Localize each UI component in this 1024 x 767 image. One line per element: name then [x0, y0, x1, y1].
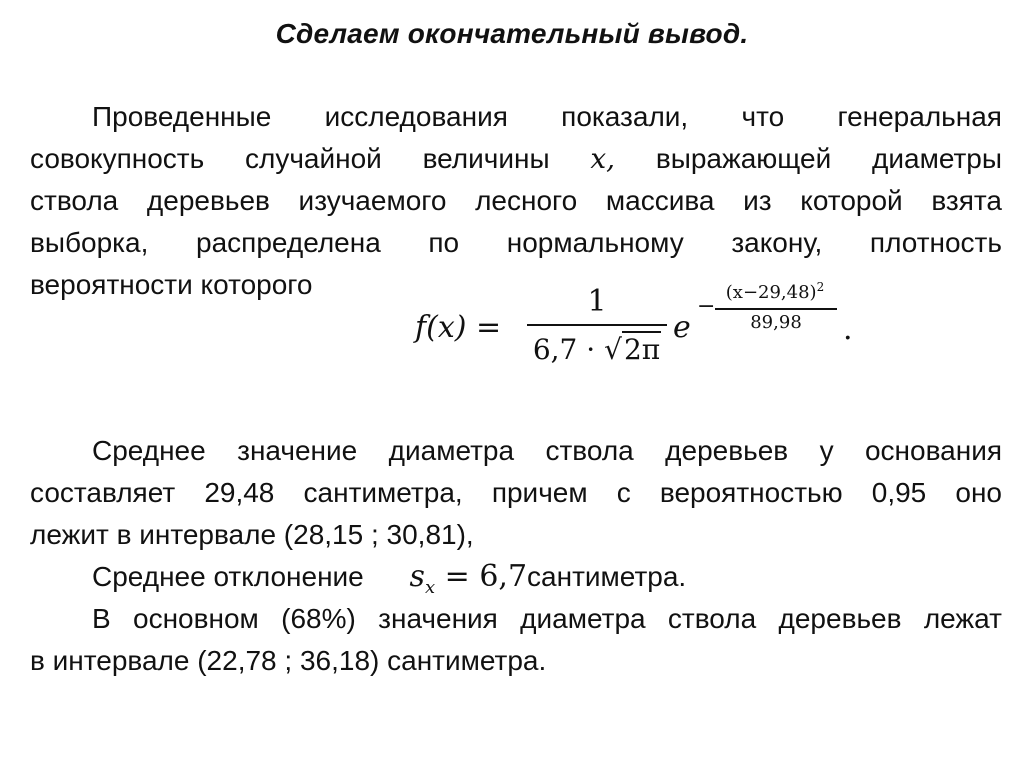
sqrt-radicand: 2π — [623, 333, 661, 366]
std-deviation-formula: $s_x = 6,7$ — [409, 559, 528, 598]
p2-line-3: лежит в интервале (28,15 ; 30,81), — [30, 519, 474, 550]
p2-line-1: Среднее значение диаметра ствола деревьев у основания — [92, 435, 1002, 466]
p3-line-1: Среднее отклонение $s_x$ = 6,7сантиметра. — [92, 559, 687, 598]
paragraph-interval — [30, 598, 1002, 682]
paragraph-mean — [30, 430, 1002, 556]
fraction-bar — [527, 324, 667, 326]
formula-fraction — [527, 282, 667, 370]
formula-end-dot: . — [843, 312, 853, 347]
density-formula — [415, 280, 855, 390]
p1-line-2: совокупность случайной величины x, выражающей диаметры — [30, 138, 1002, 180]
fraction-numerator: 1 — [587, 284, 607, 319]
exponent-sign: − — [697, 294, 716, 319]
p1-line-4: выборка, распределена по нормальному закону, плотность — [30, 227, 1002, 258]
exponent-numerator: $(x-29,48)^2$ — [725, 280, 825, 303]
exponential-base: e — [673, 310, 691, 345]
sqrt-icon: √ — [604, 333, 622, 366]
fraction-denominator: 6,7 · √2π — [532, 333, 661, 366]
variable-x: x, — [590, 142, 616, 175]
exponent-denominator: 89,98 — [750, 312, 802, 333]
p4-line-1: В основном (68%) значения диаметра ствола деревьев лежат — [92, 603, 1002, 634]
p1-line-1: Проведенные исследования показали, что генеральная — [92, 101, 1002, 132]
paragraph-conclusion — [30, 96, 1002, 306]
p2-line-2: составляет 29,48 сантиметра, причем с вероятностью 0,95 оно — [30, 477, 1002, 508]
exponent-fraction-bar — [715, 308, 837, 310]
formula-lhs: f(x) = — [415, 310, 502, 345]
p1-line-5: вероятности которого — [30, 269, 313, 300]
slide-title: Сделаем окончательный вывод. — [275, 18, 749, 49]
p4-line-2: в интервале (22,78 ; 36,18) сантиметра. — [30, 645, 547, 676]
p1-line-3: ствола деревьев изучаемого лесного массива из которой взята — [30, 185, 1002, 216]
